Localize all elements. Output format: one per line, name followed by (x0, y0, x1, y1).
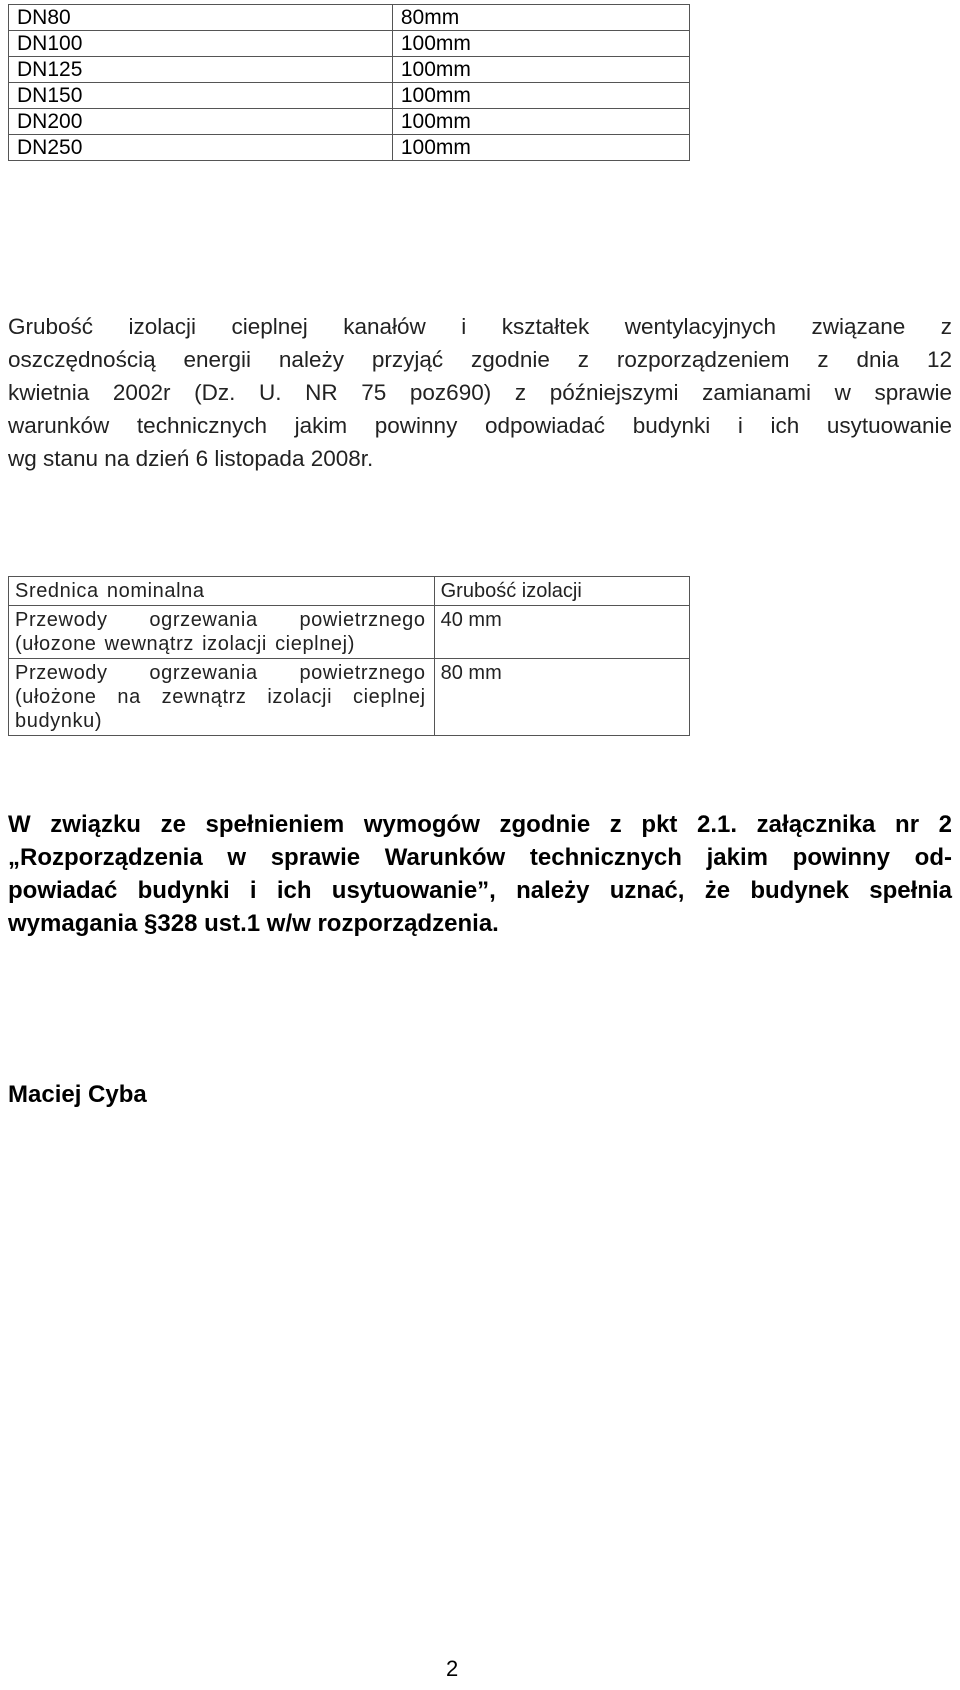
dn-cell: DN125 (9, 57, 393, 83)
value-cell: 100mm (392, 57, 689, 83)
dn-cell: DN200 (9, 109, 393, 135)
table-row (9, 606, 690, 659)
table-row (9, 57, 690, 83)
value-cell: 100mm (392, 31, 689, 57)
table-row (9, 135, 690, 161)
conclusion-paragraph (8, 808, 952, 940)
insulation-table (8, 576, 690, 736)
header-thickness: Grubość izolacji (434, 577, 689, 606)
value-cell: 100mm (392, 135, 689, 161)
value-cell: 80mm (392, 5, 689, 31)
conclusion-line: „Rozporządzenia w sprawie Warunków technicznych jakim powinny od- (8, 844, 952, 871)
paragraph-line: Grubość izolacji cieplnej kanałów i kształtek wentylacyjnych związane z (8, 314, 952, 339)
dn-cell: DN100 (9, 31, 393, 57)
paragraph-line: wg stanu na dzień 6 listopada 2008r. (8, 446, 374, 471)
table-row (9, 83, 690, 109)
value-cell: 100mm (392, 109, 689, 135)
header-diameter: Srednica nominalna (9, 577, 435, 606)
row-description: Przewody ogrzewania powietrznego (ułozone wewnątrz izolacji cieplnej) (9, 606, 435, 659)
row-thickness: 40 mm (434, 606, 689, 659)
dn-cell: DN150 (9, 83, 393, 109)
conclusion-line: W związku ze spełnieniem wymogów zgodnie z pkt 2.1. załącznika nr 2 (8, 811, 952, 838)
dn-size-table (8, 4, 690, 161)
paragraph-line: oszczędnością energii należy przyjąć zgodnie z rozporządzeniem z dnia 12 (8, 347, 952, 372)
table-row (9, 109, 690, 135)
page-number: 2 (446, 1656, 459, 1681)
row-thickness: 80 mm (434, 659, 689, 736)
table-row (9, 659, 690, 736)
paragraph-line: kwietnia 2002r (Dz. U. NR 75 poz690) z późniejszymi zamianami w sprawie (8, 380, 952, 405)
dn-cell: DN80 (9, 5, 393, 31)
table-row (9, 31, 690, 57)
insulation-paragraph (8, 310, 952, 475)
table-row (9, 5, 690, 31)
conclusion-line: powiadać budynki i ich usytuowanie”, należy uznać, że budynek spełnia (8, 877, 952, 904)
table-header-row (9, 577, 690, 606)
row-description: Przewody ogrzewania powietrznego (ułożone na zewnątrz izolacji cieplnej budynku) (9, 659, 435, 736)
value-cell: 100mm (392, 83, 689, 109)
paragraph-line: warunków technicznych jakim powinny odpowiadać budynki i ich usytuowanie (8, 413, 952, 438)
dn-cell: DN250 (9, 135, 393, 161)
signature-name: Maciej Cyba (8, 1081, 147, 1108)
conclusion-line: wymagania §328 ust.1 w/w rozporządzenia. (8, 910, 499, 937)
